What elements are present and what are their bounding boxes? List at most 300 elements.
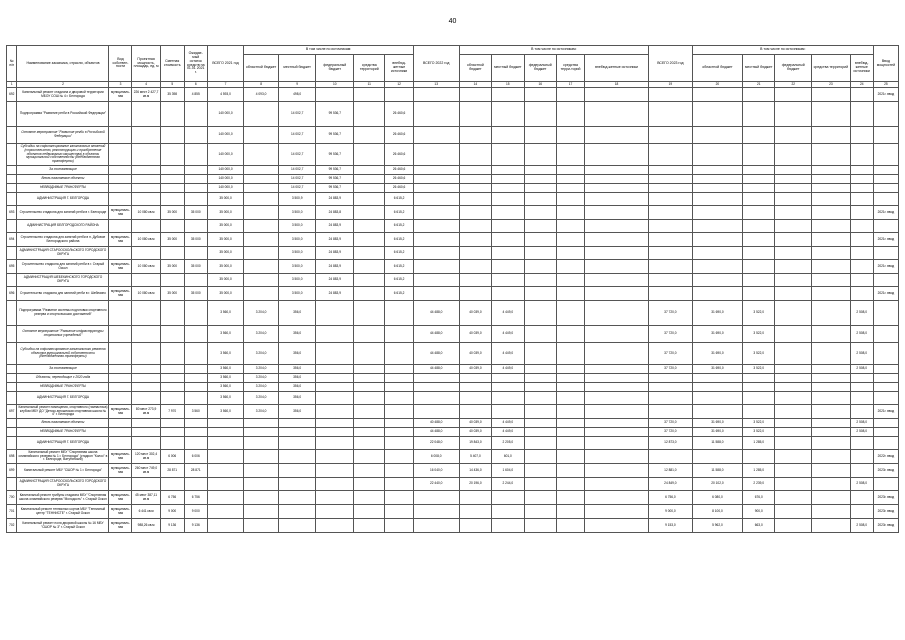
value-cell: 4 449,0 — [492, 326, 524, 343]
value-cell: 44 488,0 — [413, 428, 459, 437]
value-cell — [850, 175, 873, 184]
value-cell — [492, 233, 524, 247]
value-cell — [354, 274, 385, 287]
section-name: Подпрограмма "Развитие регби в Российской Федерации" — [17, 102, 109, 127]
value-cell: 40 039,0 — [459, 365, 491, 374]
empty-cell — [132, 437, 160, 450]
value-cell — [812, 464, 851, 478]
header-federal-2021: федеральный бюджет — [316, 55, 354, 82]
value-cell — [585, 343, 649, 365]
header-local-2023: местный бюджет — [743, 55, 775, 82]
value-cell — [850, 233, 873, 247]
value-cell — [316, 405, 354, 419]
empty-cell — [109, 478, 132, 491]
row-number: 702 — [7, 519, 17, 533]
value-cell — [812, 193, 851, 206]
value-cell — [873, 144, 898, 166]
column-number: 23 — [812, 82, 851, 88]
empty-cell — [184, 437, 207, 450]
value-cell — [354, 184, 385, 193]
value-cell — [692, 184, 742, 193]
column-number: 16 — [524, 82, 556, 88]
value-cell — [743, 88, 775, 102]
value-cell: 44 488,0 — [413, 326, 459, 343]
value-cell — [775, 88, 812, 102]
value-cell — [873, 419, 898, 428]
section-name: Вновь начинаемые объекты — [17, 419, 109, 428]
administration-row — [7, 478, 899, 491]
value-cell — [556, 102, 584, 127]
value-cell — [385, 383, 413, 392]
value-cell — [692, 220, 742, 233]
value-cell: 3 560,0 — [207, 405, 244, 419]
value-cell — [873, 220, 898, 233]
value-cell — [524, 519, 556, 533]
value-cell — [385, 374, 413, 383]
value-cell: 4 449,0 — [492, 419, 524, 428]
cost-cell: 28 871 — [160, 464, 184, 478]
value-cell — [413, 519, 459, 533]
row-number — [7, 326, 17, 343]
value-cell: 44 488,0 — [413, 301, 459, 326]
value-cell — [556, 193, 584, 206]
value-cell — [585, 247, 649, 260]
value-cell: 3 204,0 — [244, 365, 279, 374]
value-cell — [354, 392, 385, 405]
remainder-cell: 4 855 — [184, 88, 207, 102]
empty-cell — [132, 102, 160, 127]
ownership-cell: муниципаль-ная — [109, 519, 132, 533]
value-cell — [743, 166, 775, 175]
empty-cell — [109, 428, 132, 437]
value-cell: 2023г. ввод — [873, 464, 898, 478]
value-cell — [556, 437, 584, 450]
value-cell — [524, 365, 556, 374]
value-cell: 31 690,0 — [692, 326, 742, 343]
value-cell — [413, 175, 459, 184]
section-name: АДМИНИСТРАЦИЯ БЕЛГОРОДСКОГО РАЙОНА — [17, 220, 109, 233]
value-cell — [850, 392, 873, 405]
header-extra-2022: внебюд-жетные источники — [585, 55, 649, 82]
value-cell: 3 560,0 — [207, 383, 244, 392]
value-cell: 20 196,0 — [459, 478, 491, 491]
object-name: Строительство стадиона для занятий регби в п. Дубовое Белгородского района — [17, 233, 109, 247]
value-cell: 99 536,7 — [316, 127, 354, 144]
summary-row — [7, 326, 899, 343]
section-name: Основное мероприятие "Развитие инфраструктуры спортивных учреждений" — [17, 326, 109, 343]
empty-cell — [184, 144, 207, 166]
empty-cell — [132, 184, 160, 193]
cost-cell: 35 000 — [160, 287, 184, 301]
value-cell — [812, 343, 851, 365]
header-sources-2022: В том числе по источникам: — [459, 46, 648, 55]
empty-cell — [160, 247, 184, 260]
empty-cell — [184, 383, 207, 392]
column-number: 22 — [775, 82, 812, 88]
value-cell — [459, 102, 491, 127]
value-cell: 26 460,6 — [385, 127, 413, 144]
value-cell: 99 536,7 — [316, 175, 354, 184]
value-cell — [524, 260, 556, 274]
value-cell — [556, 260, 584, 274]
value-cell — [316, 374, 354, 383]
value-cell — [244, 166, 279, 175]
empty-cell — [184, 220, 207, 233]
value-cell — [385, 478, 413, 491]
empty-cell — [132, 383, 160, 392]
value-cell — [316, 450, 354, 464]
value-cell — [648, 374, 692, 383]
value-cell — [316, 505, 354, 519]
value-cell — [207, 519, 244, 533]
value-cell — [459, 405, 491, 419]
value-cell: 24 883,8 — [316, 206, 354, 220]
value-cell — [524, 478, 556, 491]
value-cell — [556, 247, 584, 260]
summary-row — [7, 428, 899, 437]
value-cell — [873, 392, 898, 405]
value-cell — [278, 419, 316, 428]
value-cell — [556, 343, 584, 365]
value-cell — [492, 491, 524, 505]
value-cell — [556, 383, 584, 392]
value-cell: 40 039,0 — [459, 301, 491, 326]
row-number — [7, 166, 17, 175]
value-cell — [743, 184, 775, 193]
value-cell — [556, 326, 584, 343]
value-cell — [648, 206, 692, 220]
header-total-2022: ВСЕГО 2022 год — [413, 46, 459, 82]
value-cell: 31 690,0 — [692, 428, 742, 437]
header-terr-2023: средства территорий — [812, 55, 851, 82]
value-cell — [354, 206, 385, 220]
value-cell — [556, 287, 584, 301]
value-cell: 2021г. ввод — [873, 260, 898, 274]
column-number: 20 — [692, 82, 742, 88]
empty-cell — [109, 220, 132, 233]
empty-cell — [160, 184, 184, 193]
value-cell — [556, 450, 584, 464]
value-cell: 3 500,0 — [278, 233, 316, 247]
value-cell: 2 508,0 — [850, 519, 873, 533]
value-cell — [775, 247, 812, 260]
value-cell — [492, 127, 524, 144]
value-cell — [316, 301, 354, 326]
value-cell — [524, 247, 556, 260]
empty-cell — [109, 343, 132, 365]
value-cell: 356,0 — [278, 365, 316, 374]
value-cell — [743, 144, 775, 166]
empty-cell — [184, 247, 207, 260]
empty-cell — [132, 392, 160, 405]
value-cell — [207, 419, 244, 428]
value-cell — [743, 274, 775, 287]
value-cell — [385, 301, 413, 326]
empty-cell — [160, 478, 184, 491]
empty-cell — [109, 301, 132, 326]
value-cell — [459, 247, 491, 260]
value-cell: 3 204,0 — [244, 301, 279, 326]
value-cell — [812, 88, 851, 102]
empty-cell — [160, 437, 184, 450]
value-cell: 2021г. ввод — [873, 287, 898, 301]
value-cell: 3 500,0 — [278, 247, 316, 260]
value-cell — [775, 419, 812, 428]
value-cell — [524, 491, 556, 505]
section-name: Вновь начинаемые объекты — [17, 175, 109, 184]
value-cell: 35 000,0 — [207, 287, 244, 301]
value-cell: 3 500,0 — [278, 260, 316, 274]
value-cell — [524, 193, 556, 206]
value-cell: 99 536,7 — [316, 144, 354, 166]
value-cell — [812, 450, 851, 464]
value-cell — [812, 184, 851, 193]
value-cell — [556, 478, 584, 491]
value-cell — [775, 175, 812, 184]
value-cell — [585, 365, 649, 374]
capacity-cell: 260 мест 749,0 кв.м — [132, 464, 160, 478]
value-cell — [354, 127, 385, 144]
value-cell: 40 488,0 — [413, 419, 459, 428]
value-cell — [873, 478, 898, 491]
value-cell — [413, 260, 459, 274]
value-cell — [556, 392, 584, 405]
value-cell — [316, 383, 354, 392]
value-cell: 140 000,0 — [207, 184, 244, 193]
value-cell — [524, 301, 556, 326]
value-cell — [556, 206, 584, 220]
value-cell — [648, 127, 692, 144]
value-cell — [413, 405, 459, 419]
value-cell: 2021г. ввод — [873, 206, 898, 220]
header-local-2021: местный бюджет — [278, 55, 316, 82]
value-cell — [850, 260, 873, 274]
object-row — [7, 491, 899, 505]
empty-cell — [184, 428, 207, 437]
cost-cell: 35 398 — [160, 88, 184, 102]
value-cell — [648, 247, 692, 260]
value-cell — [812, 437, 851, 450]
empty-cell — [160, 419, 184, 428]
value-cell — [385, 365, 413, 374]
value-cell: 1 285,0 — [743, 437, 775, 450]
capacity-cell: 988,26 кв.м — [132, 519, 160, 533]
value-cell — [316, 428, 354, 437]
empty-cell — [109, 419, 132, 428]
row-number — [7, 428, 17, 437]
object-row — [7, 88, 899, 102]
value-cell — [524, 505, 556, 519]
value-cell — [850, 102, 873, 127]
summary-row — [7, 166, 899, 175]
value-cell: 2 239,0 — [743, 478, 775, 491]
value-cell — [354, 374, 385, 383]
value-cell — [524, 206, 556, 220]
value-cell: 26 460,6 — [385, 184, 413, 193]
value-cell — [207, 478, 244, 491]
remainder-cell: 6 756 — [184, 491, 207, 505]
value-cell — [278, 428, 316, 437]
value-cell: 2022г. ввод — [873, 450, 898, 464]
value-cell: 14 002,7 — [278, 144, 316, 166]
value-cell — [873, 437, 898, 450]
value-cell — [524, 374, 556, 383]
value-cell — [492, 505, 524, 519]
value-cell — [556, 88, 584, 102]
cost-cell: 7 970 — [160, 405, 184, 419]
value-cell: 14 436,0 — [459, 464, 491, 478]
empty-cell — [132, 175, 160, 184]
value-cell — [354, 233, 385, 247]
value-cell: 6 080,0 — [692, 491, 742, 505]
value-cell: 676,0 — [743, 491, 775, 505]
value-cell — [585, 88, 649, 102]
value-cell: 22 048,0 — [413, 437, 459, 450]
value-cell — [743, 287, 775, 301]
column-number: 4 — [132, 82, 160, 88]
value-cell: 2023г. ввод — [873, 491, 898, 505]
value-cell — [354, 287, 385, 301]
value-cell — [385, 405, 413, 419]
column-number: 2 — [17, 82, 109, 88]
section-name: За составляющие — [17, 166, 109, 175]
value-cell — [354, 450, 385, 464]
value-cell — [316, 519, 354, 533]
value-cell: 99 536,7 — [316, 166, 354, 175]
value-cell — [873, 365, 898, 374]
value-cell — [316, 464, 354, 478]
ownership-cell: муниципаль-ная — [109, 464, 132, 478]
capacity-cell: 10 080 кв.м — [132, 206, 160, 220]
summary-row — [7, 374, 899, 383]
value-cell — [585, 206, 649, 220]
empty-cell — [132, 343, 160, 365]
value-cell — [492, 374, 524, 383]
summary-row — [7, 301, 899, 326]
value-cell: 6 615,2 — [385, 206, 413, 220]
empty-cell — [109, 383, 132, 392]
value-cell: 11 588,0 — [692, 464, 742, 478]
value-cell — [850, 287, 873, 301]
value-cell — [459, 519, 491, 533]
value-cell — [459, 287, 491, 301]
value-cell — [244, 464, 279, 478]
value-cell — [775, 184, 812, 193]
value-cell — [873, 343, 898, 365]
value-cell — [812, 144, 851, 166]
value-cell — [775, 206, 812, 220]
value-cell — [316, 478, 354, 491]
value-cell — [492, 102, 524, 127]
value-cell — [812, 383, 851, 392]
capacity-cell: 120 мест 302,4 кв.м — [132, 450, 160, 464]
value-cell — [850, 166, 873, 175]
value-cell — [354, 193, 385, 206]
row-number — [7, 184, 17, 193]
value-cell — [743, 383, 775, 392]
value-cell — [812, 127, 851, 144]
row-number — [7, 274, 17, 287]
value-cell — [492, 206, 524, 220]
summary-row — [7, 175, 899, 184]
value-cell — [775, 127, 812, 144]
value-cell — [492, 392, 524, 405]
header-oblast-2023: областной бюджет — [692, 55, 742, 82]
value-cell: 2 205,0 — [492, 437, 524, 450]
value-cell — [648, 287, 692, 301]
value-cell — [812, 519, 851, 533]
value-cell — [850, 220, 873, 233]
value-cell — [585, 184, 649, 193]
empty-cell — [109, 392, 132, 405]
value-cell — [692, 383, 742, 392]
empty-cell — [160, 102, 184, 127]
section-name: НЕВВОДИМЫЕ ТРАНСФЕРТЫ — [17, 428, 109, 437]
value-cell: 3 500,0 — [278, 287, 316, 301]
value-cell: 35 000,0 — [207, 206, 244, 220]
row-number: 692 — [7, 88, 17, 102]
value-cell — [244, 220, 279, 233]
value-cell — [316, 491, 354, 505]
row-number — [7, 383, 17, 392]
empty-cell — [184, 175, 207, 184]
value-cell — [812, 491, 851, 505]
value-cell — [692, 405, 742, 419]
value-cell — [692, 374, 742, 383]
value-cell: 663,0 — [743, 519, 775, 533]
value-cell — [524, 450, 556, 464]
value-cell — [524, 419, 556, 428]
row-number — [7, 144, 17, 166]
value-cell — [354, 260, 385, 274]
value-cell — [743, 260, 775, 274]
header-federal-2023: федеральный бюджет — [775, 55, 812, 82]
value-cell: 35 000,0 — [207, 193, 244, 206]
value-cell — [524, 274, 556, 287]
value-cell: 31 690,0 — [692, 343, 742, 365]
header-name: Наименование заказчика, отрасли, объектов — [17, 46, 109, 82]
value-cell — [850, 88, 873, 102]
empty-cell — [160, 428, 184, 437]
value-cell — [775, 505, 812, 519]
value-cell — [492, 519, 524, 533]
value-cell — [524, 287, 556, 301]
value-cell — [244, 247, 279, 260]
value-cell — [244, 193, 279, 206]
value-cell — [775, 437, 812, 450]
value-cell: 24 849,0 — [648, 478, 692, 491]
value-cell — [244, 260, 279, 274]
value-cell — [812, 478, 851, 491]
value-cell — [413, 102, 459, 127]
value-cell — [385, 88, 413, 102]
capacity-cell: 6 441 кв.м — [132, 505, 160, 519]
value-cell — [244, 233, 279, 247]
value-cell — [413, 127, 459, 144]
value-cell — [775, 392, 812, 405]
value-cell — [385, 437, 413, 450]
value-cell — [354, 519, 385, 533]
empty-cell — [132, 127, 160, 144]
ownership-cell: муниципаль-ная — [109, 88, 132, 102]
object-row — [7, 505, 899, 519]
value-cell — [850, 405, 873, 419]
value-cell: 3 522,0 — [743, 301, 775, 326]
value-cell — [244, 102, 279, 127]
value-cell — [244, 184, 279, 193]
value-cell: 356,0 — [278, 343, 316, 365]
empty-cell — [109, 326, 132, 343]
